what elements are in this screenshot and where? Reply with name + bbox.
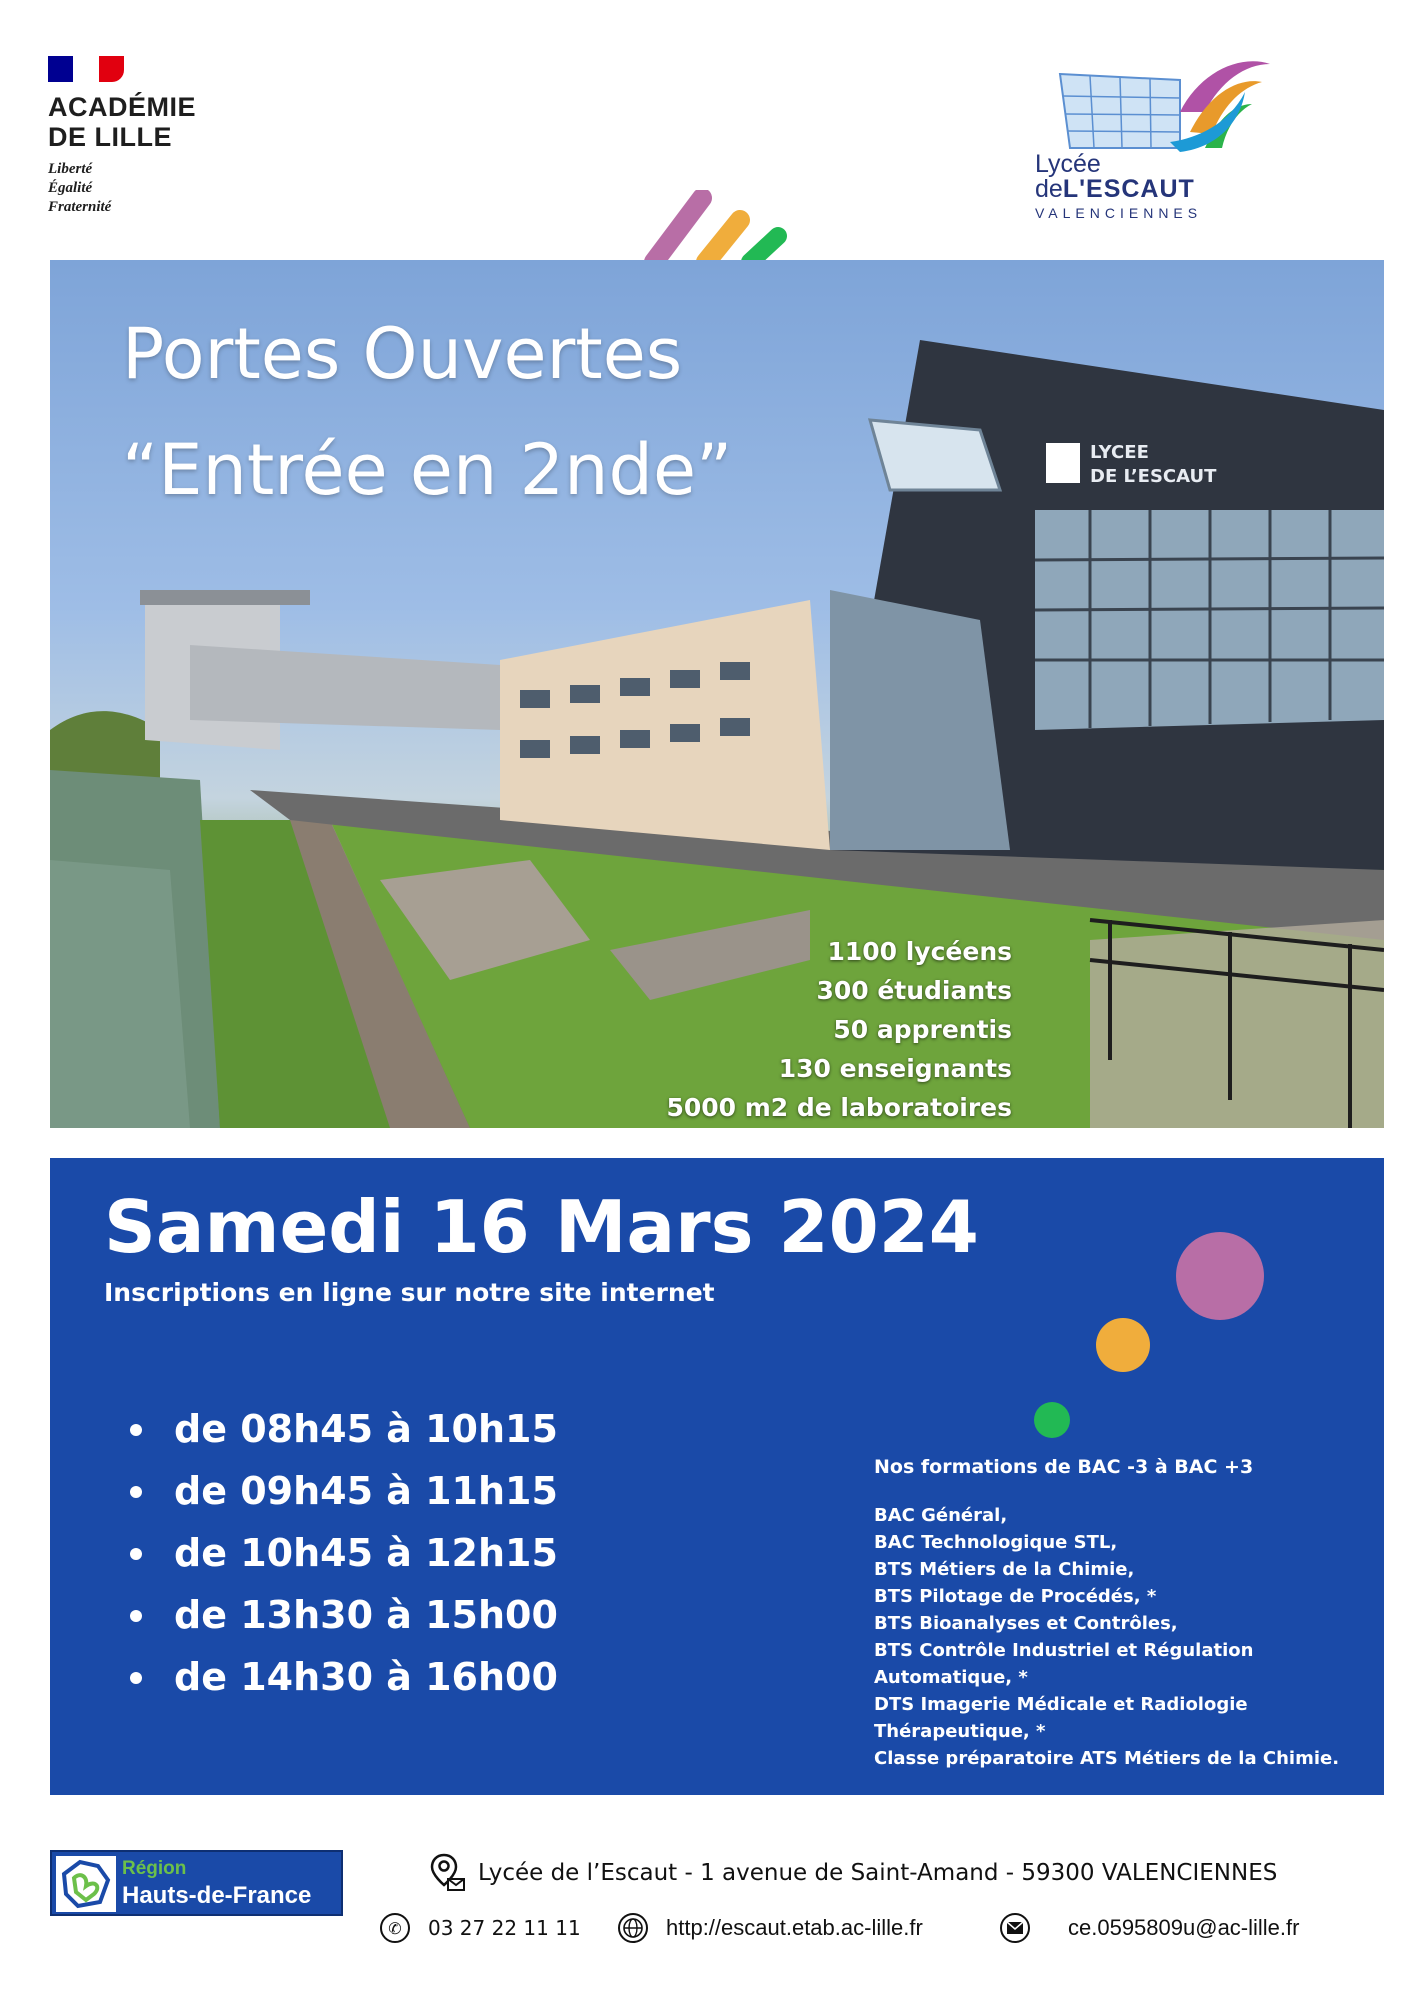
phone-contact [380,1913,581,1943]
list-item: de 10h45 à 12h15 [130,1522,558,1584]
title-line1: Portes Ouvertes [122,313,683,395]
stat-etudiants: 300 étudiants [816,976,1012,1005]
lycee-logo-text [1035,152,1202,221]
website-link[interactable]: http://escaut.etab.ac-lille.fr [666,1915,923,1940]
list-item: BTS Contrôle Industriel et Régulation Automatique, * [874,1640,1254,1688]
title-line2: “Entrée en 2nde” [122,429,733,511]
orange-dot-icon [1096,1318,1150,1372]
registration-note: Inscriptions en ligne sur notre site internet [104,1278,715,1307]
school-address [430,1853,1277,1893]
decorative-strokes-icon [640,190,800,265]
list-item: de 13h30 à 15h00 [130,1584,558,1646]
devise-liberte: Liberté [48,161,93,177]
stat-lyceens: 1100 lycéens [827,937,1012,966]
email-link[interactable]: ce.0595809u@ac-lille.fr [1068,1915,1300,1940]
formations-note: * sous statut étudiant et apprenti [874,1796,1217,1817]
region-name: Hauts-de-France [122,1882,312,1909]
list-item: BTS Métiers de la Chimie, [874,1559,1135,1580]
list-item: de 08h45 à 10h15 [130,1398,558,1460]
globe-icon [618,1913,648,1943]
list-item: BTS Bioanalyses et Contrôles, [874,1613,1178,1634]
formations-title: Nos formations de BAC -3 à BAC +3 [874,1456,1254,1478]
green-dot-icon [1034,1402,1070,1438]
academie-line1: ACADÉMIE [48,92,197,122]
academie-name [48,92,288,152]
event-panel [50,1158,1384,1817]
building-sign-line1: LYCEE [1090,442,1149,463]
building-sign-line2: DE L’ESCAUT [1090,466,1217,487]
page-title [122,296,732,528]
list-item: BTS Pilotage de Procédés, * [874,1586,1157,1607]
phone-number: 03 27 22 11 11 [428,1916,581,1940]
lycee-prefix: de [1035,175,1063,203]
list-item: Classe préparatoire ATS Métiers de la Chimie. [874,1748,1340,1769]
stat-apprentis: 50 apprentis [833,1015,1012,1044]
region-word: Région [122,1858,187,1879]
stat-laboratoires: 5000 m2 de laboratoires [666,1093,1012,1122]
list-item: DTS Imagerie Médicale et Radiologie Thérapeutique, * [874,1694,1248,1742]
academie-line2: DE LILLE [48,122,172,152]
list-item: BAC Technologique STL, [874,1532,1118,1553]
lycee-word: Lycée [1035,150,1101,178]
lycee-escaut: L'ESCAUT [1062,175,1195,203]
lycee-name [1035,177,1202,202]
hero-photo [50,260,1384,1128]
school-stats [666,932,1012,1127]
stat-enseignants: 130 enseignants [778,1054,1012,1083]
devise-fraternite: Fraternité [48,199,112,215]
location-pin-icon [430,1853,466,1893]
website-contact [618,1913,923,1943]
region-map-icon [56,1856,116,1912]
formations-list [874,1502,1384,1772]
lycee-city: VALENCIENNES [1035,205,1203,221]
lycee-logo [1030,52,1280,222]
devise [48,160,288,217]
time-slots-list [130,1398,558,1708]
formations-block [874,1456,1384,1817]
academie-logo [48,56,288,217]
french-flag-icon [48,56,124,82]
phone-icon: ✆ [380,1913,410,1943]
email-contact [1000,1913,1299,1943]
event-date: Samedi 16 Mars 2024 [104,1185,979,1269]
devise-egalite: Égalité [48,180,93,196]
list-item: de 09h45 à 11h15 [130,1460,558,1522]
list-item: de 14h30 à 16h00 [130,1646,558,1708]
envelope-icon [1000,1913,1030,1943]
address-text: Lycée de l’Escaut - 1 avenue de Saint-Amand - 59300 VALENCIENNES [478,1860,1278,1886]
list-item: BAC Général, [874,1505,1008,1526]
purple-dot-icon [1176,1232,1264,1320]
region-logo [50,1850,343,1916]
lycee-building-icon [1030,52,1280,162]
